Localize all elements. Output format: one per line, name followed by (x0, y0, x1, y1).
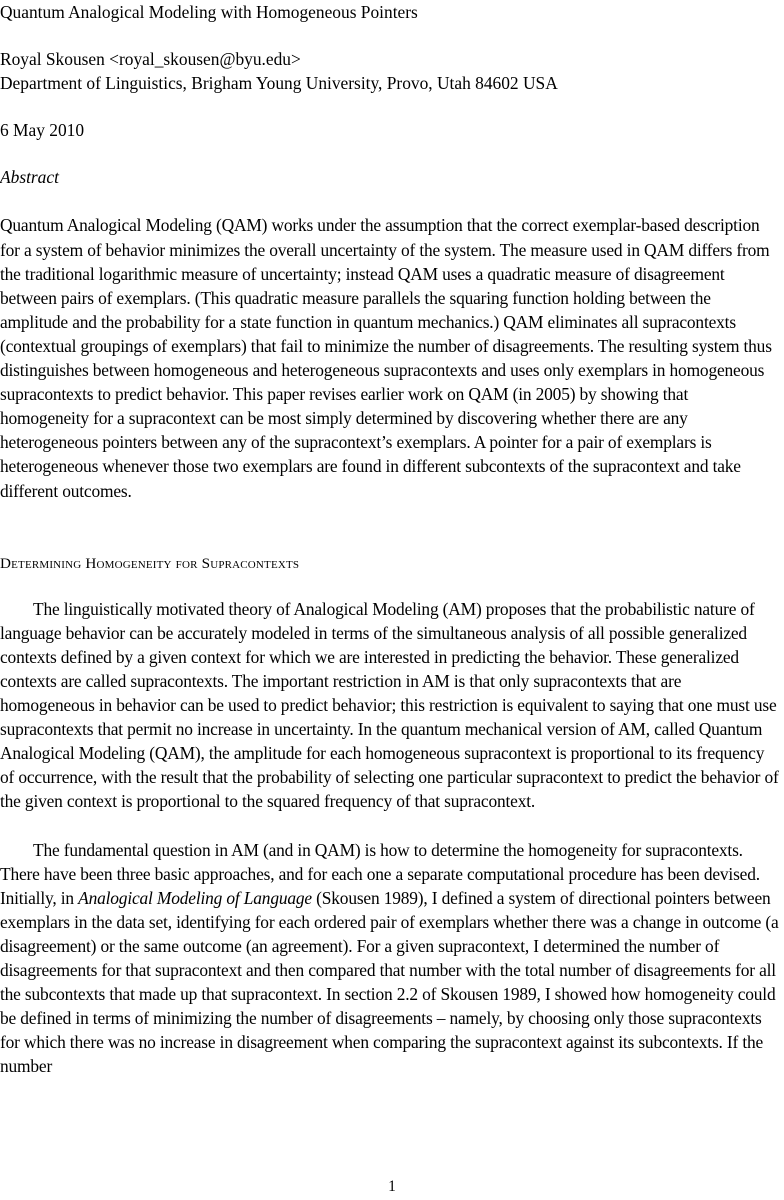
date-line: 6 May 2010 (0, 120, 85, 141)
book-title-analogical-modeling-of-language: Analogical Modeling of Language (78, 887, 312, 908)
spacer (0, 814, 779, 838)
body-paragraph-2 (0, 838, 779, 1079)
body-paragraph-1: The linguistically motivated theory of Analogical Modeling (AM) proposes that the probabilistic nature of language behavior can be accurately modeled in terms of the simultaneous analysis of all possible generalized contexts defined by a given context for which we are interested in predicting the behavior. These generalized contexts are called supracontexts. The important restriction in AM is that only supracontexts that are homogeneous in behavior can be used to predict behavior; this restriction is equivalent to saying that one must use supracontexts that permit no increase in uncertainty. In the quantum mechanical version of AM, called Quantum Analogical Modeling (QAM), the amplitude for each homogeneous supracontext is proportional to its frequency of occurrence, with the result that the probability of selecting one particular supracontext to predict the behavior of the given context is proportional to the squared frequency of that supracontext. (0, 598, 779, 812)
spacer (0, 95, 779, 118)
spacer (0, 24, 779, 47)
abstract-label: Abstract (0, 167, 59, 188)
paper-title: Quantum Analogical Modeling with Homogeneous Pointers (0, 2, 418, 22)
spacer (0, 189, 779, 213)
page-number: 1 (388, 1178, 396, 1195)
affiliation-line: Department of Linguistics, Brigham Young University, Provo, Utah 84602 USA (0, 73, 558, 94)
spacer (0, 142, 779, 165)
section-heading: Determining Homogeneity for Supracontexts (0, 554, 300, 572)
abstract-body: Quantum Analogical Modeling (QAM) works under the assumption that the correct exemplar-based description for a system of behavior minimizes the overall uncertainty of the system. The measure used in QAM differs from the traditional logarithmic measure of uncertainty; instead QAM uses a quadratic measure of disagreement between pairs of exemplars. (This quadratic measure parallels the squaring function holding between the amplitude and the probability for a state function in quantum mechanics.) QAM eliminates all supracontexts (contextual groupings of exemplars) that fail to minimize the number of disagreements. The resulting system thus distinguishes between homogeneous and heterogeneous supracontexts and uses only exemplars in homogeneous supracontexts to predict behavior. This paper revises earlier work on QAM (in 2005) by showing that homogeneity for a supracontext can be most simply determined by discovering whether there are any heterogeneous pointers between any of the supracontext’s exemplars. A pointer for a pair of exemplars is heterogeneous whenever those two exemplars are found in different subcontexts of the supracontext and take different outcomes. (0, 215, 772, 501)
spacer (0, 576, 779, 597)
paragraph-2-text-after-title: (Skousen 1989), I defined a system of directional pointers between exemplars in the data set, identifying for each ordered pair of exemplars whether there was a change in outcome (a disagreement) or the same outcome (an agreement). For a given supracontext, I determined the number of disagreements for that supracontext and then compared that number with the total number of disagreements for all the subcontexts that made up that supracontext. In section 2.2 of Skousen 1989, I showed how homogeneity could be defined in terms of minimizing the number of disagreements – namely, by choosing only those supracontexts for which there was no increase in disagreement when comparing the supracontext against its subcontexts. If the number (0, 887, 779, 1077)
author-line: Royal Skousen <royal_skousen@byu.edu> (0, 49, 301, 70)
spacer (0, 503, 779, 552)
paragraph-2-text-before-title: The fundamental question in AM (and in QAM) is how to determine the homogeneity for supracontexts. There have been three basic approaches, and for each one a separate computational procedure has been devised. Initially, in (0, 839, 760, 908)
